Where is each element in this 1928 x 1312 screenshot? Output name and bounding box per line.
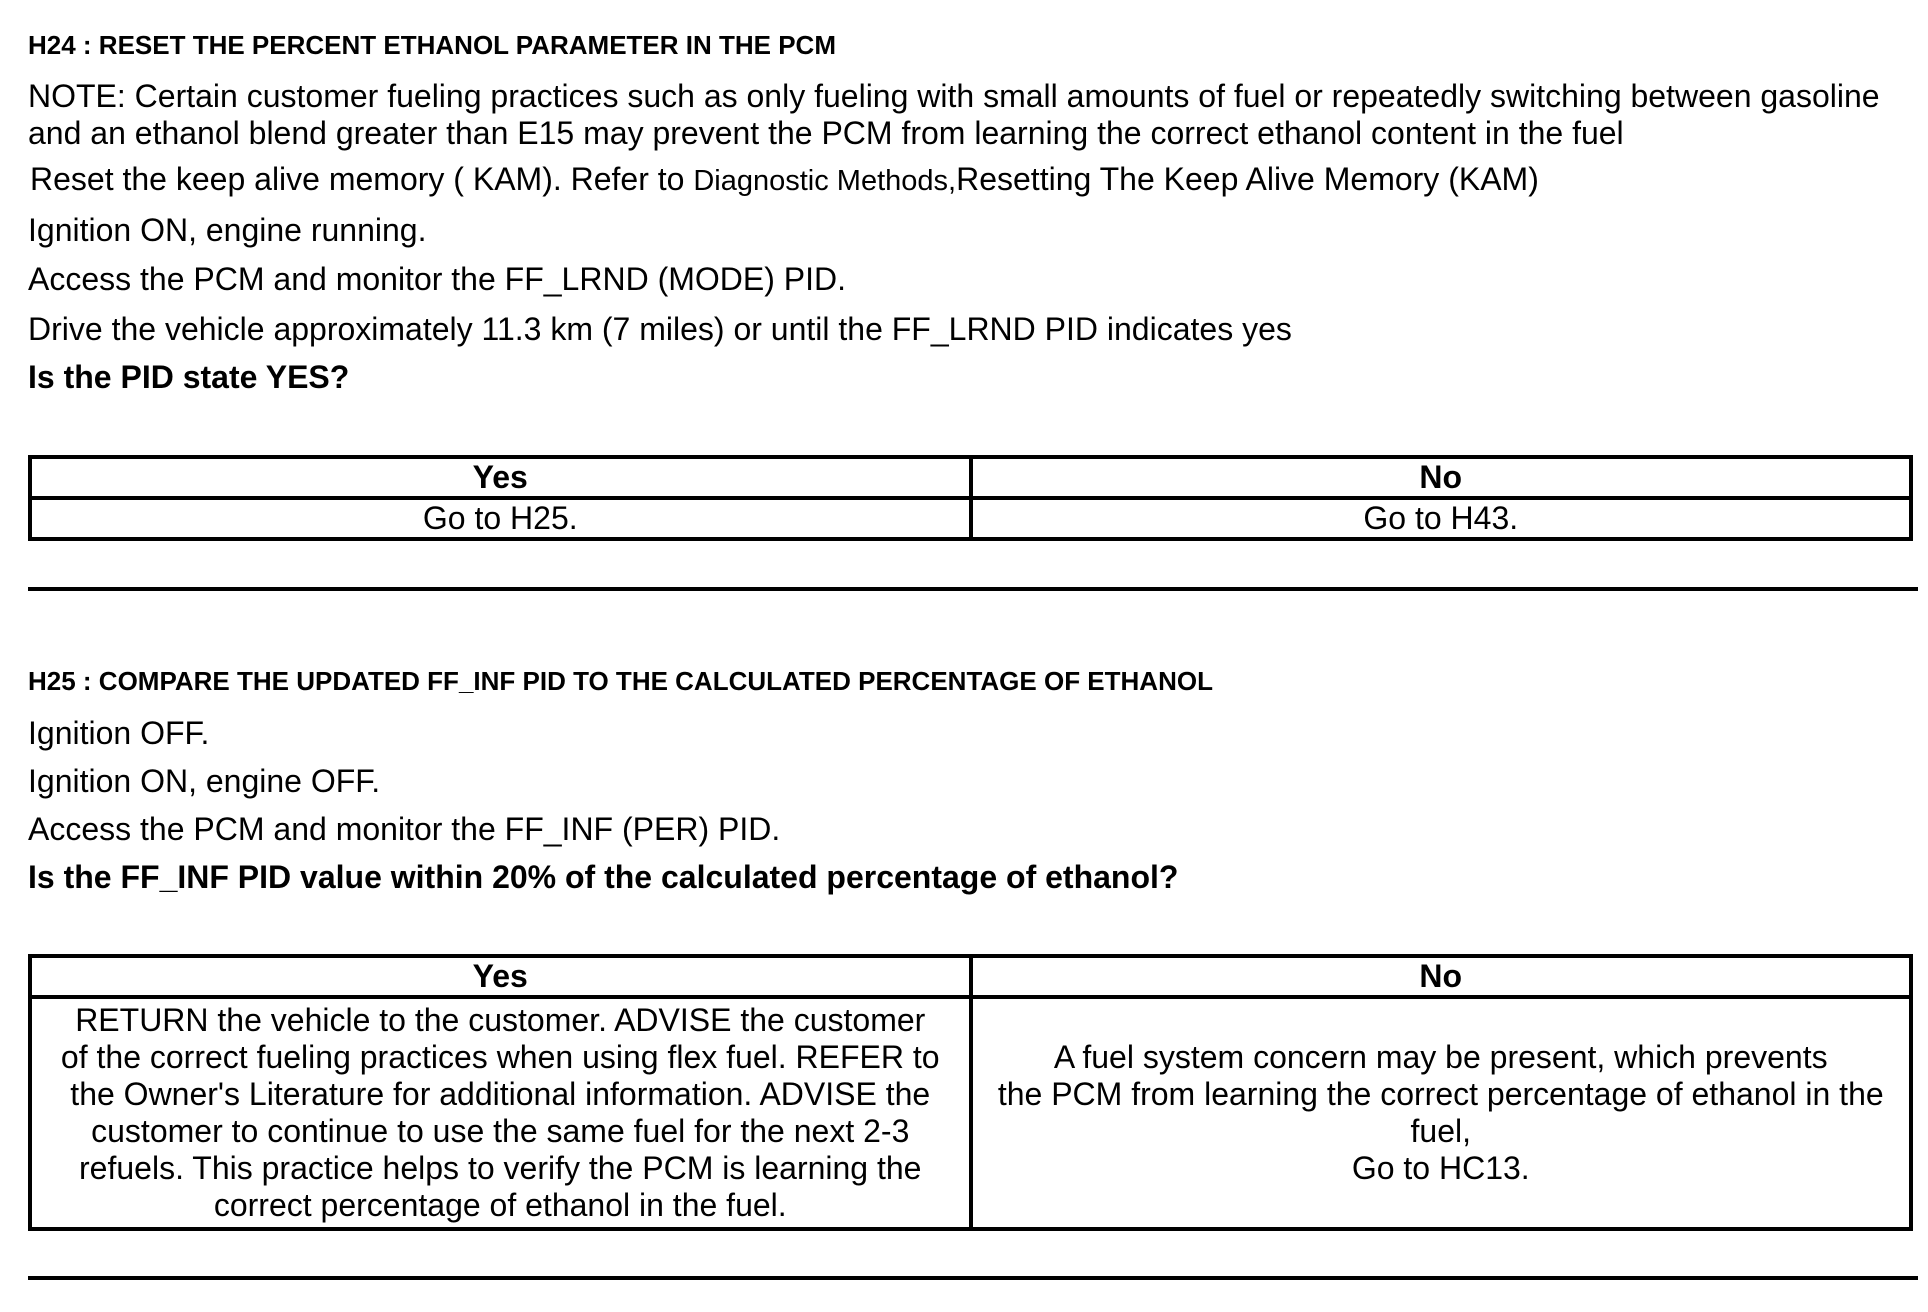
- h25-step-ignition-on: Ignition ON, engine OFF.: [28, 763, 381, 799]
- yes-action: Go to H25.: [30, 498, 971, 539]
- h24-answer-table: [28, 455, 1913, 541]
- h25-question: Is the FF_INF PID value within 20% of the calculated percentage of ethanol?: [28, 859, 1179, 895]
- table-header-row: [30, 457, 1911, 498]
- h24-question: Is the PID state YES?: [28, 359, 350, 395]
- yes-header: Yes: [30, 457, 971, 498]
- resetting-kam-link[interactable]: Resetting The Keep Alive Memory (KAM): [956, 161, 1539, 197]
- yes-header: Yes: [30, 956, 971, 997]
- h24-heading: H24 : RESET THE PERCENT ETHANOL PARAMETER IN THE PCM: [28, 30, 836, 60]
- yes-action-line: of the correct fueling practices when using flex fuel. REFER to: [60, 1039, 940, 1075]
- table-header-row: [30, 956, 1911, 997]
- yes-action-line: customer to continue to use the same fuel for the next 2-3: [91, 1113, 910, 1149]
- no-header: No: [971, 956, 1912, 997]
- no-action: [971, 997, 1912, 1229]
- no-action-line: fuel,: [1410, 1113, 1471, 1149]
- h24-step-access-pcm: Access the PCM and monitor the FF_LRND (MODE) PID.: [28, 261, 846, 297]
- diagnostic-methods-link[interactable]: Diagnostic Methods,: [693, 165, 957, 197]
- no-action-line: Go to HC13.: [1351, 1150, 1530, 1186]
- h25-step-ignition-off: Ignition OFF.: [28, 715, 210, 751]
- yes-action-line: refuels. This practice helps to verify the PCM is learning the: [79, 1150, 922, 1186]
- table-row: [30, 997, 1911, 1229]
- yes-action-line: correct percentage of ethanol in the fuel.: [213, 1187, 787, 1223]
- h25-step-access-pcm: Access the PCM and monitor the FF_INF (PER) PID.: [28, 811, 781, 847]
- table-row: [30, 498, 1911, 539]
- section-divider: [28, 1276, 1918, 1280]
- yes-action-line: the Owner's Literature for additional information. ADVISE the: [70, 1076, 931, 1112]
- h24-step-reset-kam: [30, 160, 1539, 200]
- no-action-line: A fuel system concern may be present, which prevents: [1053, 1039, 1828, 1075]
- yes-action: [30, 997, 971, 1229]
- h24-step-drive: Drive the vehicle approximately 11.3 km (7 miles) or until the FF_LRND PID indicates yes: [28, 311, 1292, 347]
- h24-note: NOTE: Certain customer fueling practices such as only fueling with small amounts of fuel or repeatedly switching between gasoline and an ethanol blend greater than E15 may prevent the PCM from learning the correct ethanol content in the fuel: [28, 78, 1880, 151]
- h25-heading: H25 : COMPARE THE UPDATED FF_INF PID TO THE CALCULATED PERCENTAGE OF ETHANOL: [28, 666, 1213, 696]
- yes-action-line: RETURN the vehicle to the customer. ADVISE the customer: [75, 1002, 926, 1038]
- h25-answer-table: [28, 954, 1913, 1231]
- section-divider: [28, 587, 1918, 591]
- h24-step-reset-kam-prefix: Reset the keep alive memory ( KAM). Refer to: [30, 161, 694, 197]
- no-header: No: [971, 457, 1912, 498]
- h24-step-ignition-on: Ignition ON, engine running.: [28, 212, 427, 248]
- no-action-line: the PCM from learning the correct percentage of ethanol in the: [997, 1076, 1884, 1112]
- no-action: Go to H43.: [971, 498, 1912, 539]
